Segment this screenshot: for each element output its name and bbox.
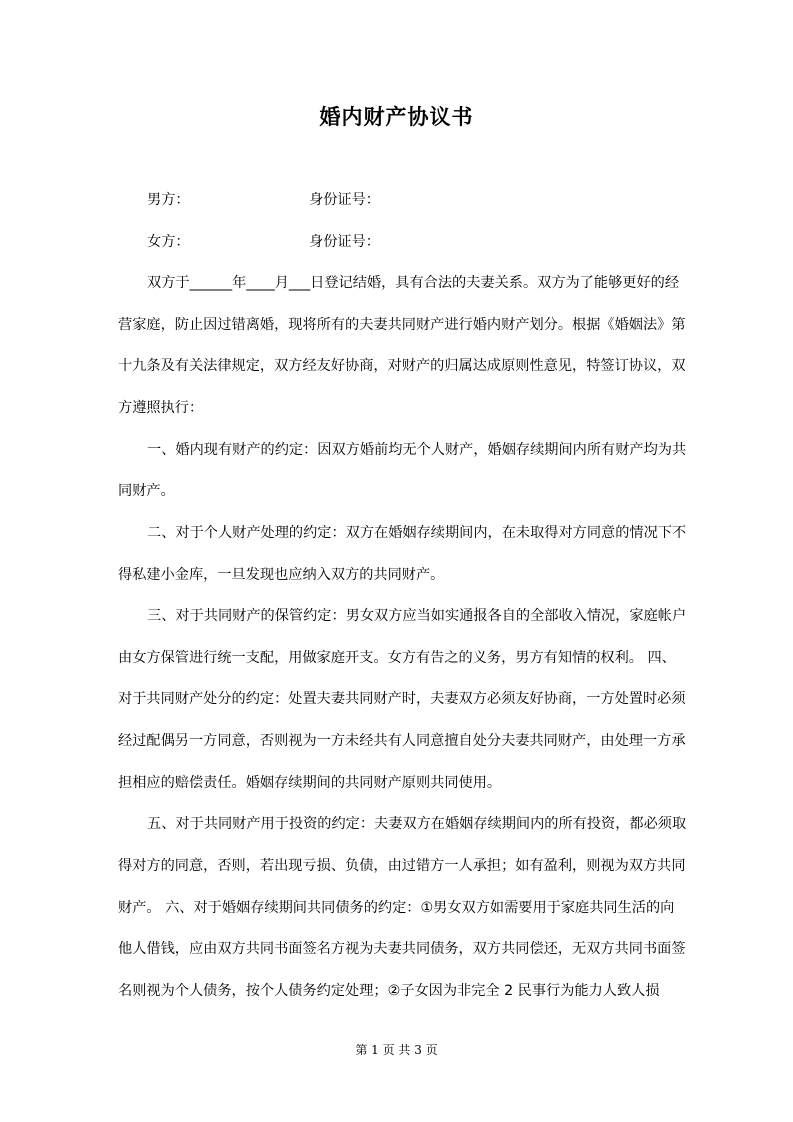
wife-id-label: 身份证号： bbox=[309, 234, 380, 250]
body-line: 三、对于共同财产的保管约定：男女双方应当如实通报各自的全部收入情况，家庭帐户 bbox=[147, 608, 687, 624]
body-line: 五、对于共同财产用于投资的约定：夫妻双方在婚姻存续期间内的所有投资，都必须取 bbox=[147, 816, 687, 832]
body-line: 由女方保管进行统一支配，用做家庭开支。女方有告之的义务，男方有知情的权利。 四、 bbox=[118, 650, 676, 666]
body-line: 担相应的赔偿责任。婚姻存续期间的共同财产原则共同使用。 bbox=[118, 775, 502, 791]
body-line: 营家庭，防止因过错离婚，现将所有的夫妻共同财产进行婚内财产划分。根据《婚姻法》第 bbox=[118, 317, 686, 333]
body-line: 一、婚内现有财产的约定：因双方婚前均无个人财产，婚姻存续期间内所有财产均为共 bbox=[147, 442, 687, 458]
husband-label: 男方： bbox=[147, 192, 190, 208]
page-footer: 第 1 页 共 3 页 bbox=[355, 1043, 438, 1057]
body-line: 十九条及有关法律规定，双方经友好协商，对财产的归属达成原则性意见，特签订协议，双 bbox=[118, 358, 686, 374]
body-line: 经过配偶另一方同意，否则视为一方未经共有人同意擅自处分夫妻共同财产，由处理一方承 bbox=[118, 733, 686, 749]
body-line: 得对方的同意，否则，若出现亏损、负债，由过错方一人承担；如有盈利，则视为双方共同 bbox=[118, 858, 686, 874]
husband-id-label: 身份证号： bbox=[309, 192, 380, 208]
body-line: 方遵照执行： bbox=[118, 400, 204, 416]
wife-label: 女方： bbox=[147, 234, 190, 250]
body-line: 对于共同财产处分的约定：处置夫妻共同财产时，夫妻双方必须友好协商，一方处置时必须 bbox=[118, 691, 686, 707]
body-line: 同财产。 bbox=[118, 483, 175, 499]
body-line: 二、对于个人财产处理的约定：双方在婚姻存续期间内，在未取得对方同意的情况下不 bbox=[147, 525, 687, 541]
body-line: 财产。 六、对于婚姻存续期间共同债务的约定：①男女双方如需要用于家庭共同生活的向 bbox=[118, 900, 675, 916]
body-line: 双方于______年____月___日登记结婚，具有合法的夫妻关系。双方为了能够更好的经 bbox=[147, 275, 680, 291]
document-title: 婚内财产协议书 bbox=[319, 104, 474, 129]
body-line: 他人借钱，应由双方共同书面签名方视为夫妻共同债务，双方共同偿还，无双方共同书面签 bbox=[118, 941, 686, 957]
body-line: 名则视为个人债务，按个人债务约定处理；②子女因为非完全 2 民事行为能力人致人损 bbox=[118, 983, 660, 999]
body-line: 得私建小金库，一旦发现也应纳入双方的共同财产。 bbox=[118, 567, 445, 583]
